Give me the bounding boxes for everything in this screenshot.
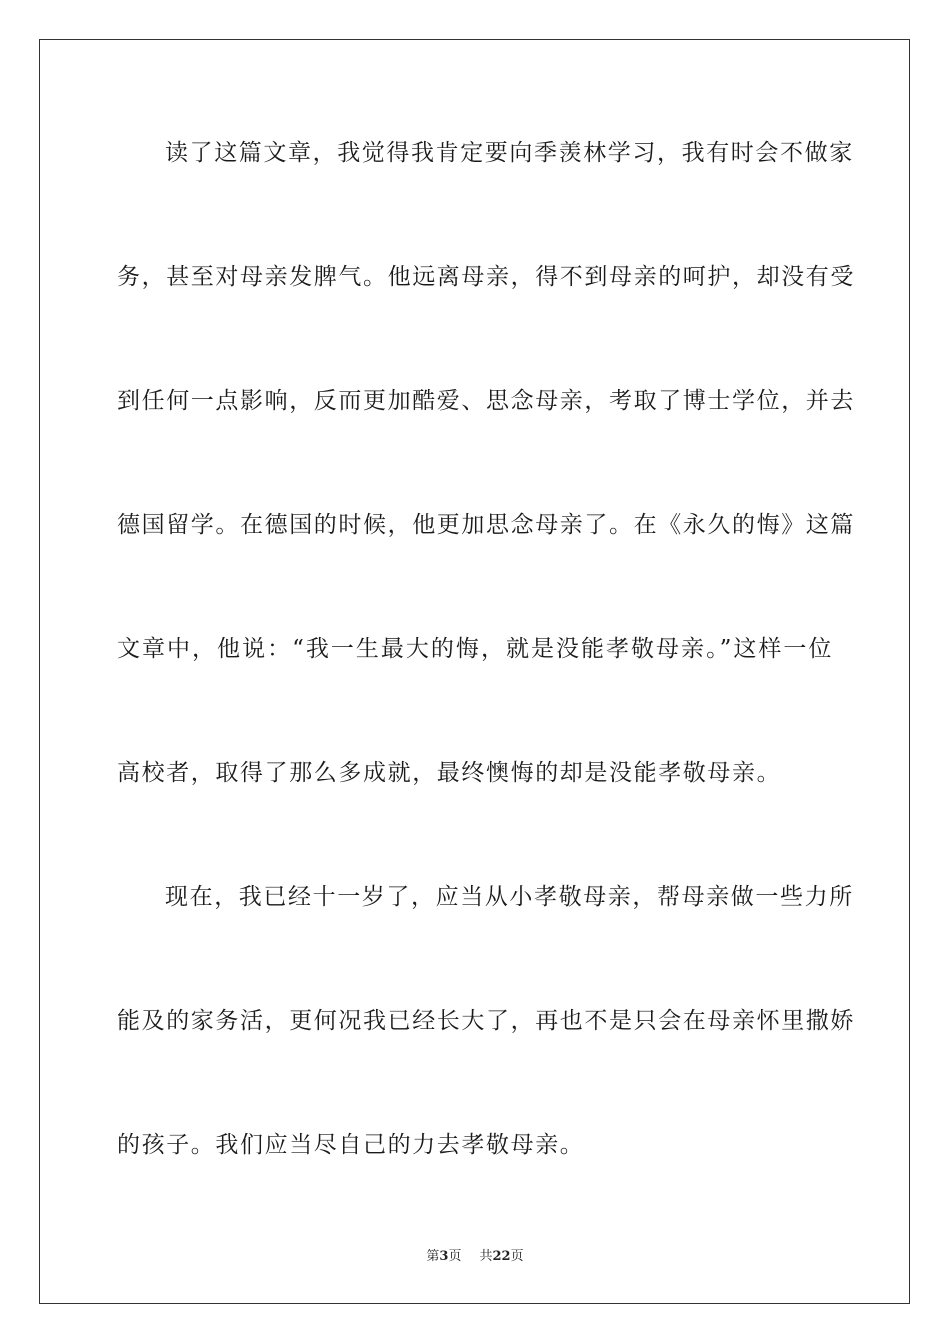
paragraph-2-line-3: 的孩子。我们应当尽自己的力去孝敬母亲。: [117, 1132, 585, 1158]
paragraph-2-line-2: 能及的家务活，更何况我已经长大了，再也不是只会在母亲怀里撒娇: [117, 1008, 855, 1034]
paragraph-1-line-5: 文章中，他说：“我一生最大的悔，就是没能孝敬母亲。”这样一位: [117, 636, 833, 662]
page-suffix: 页: [448, 1249, 462, 1264]
paragraph-1-line-6: 高校者，取得了那么多成就，最终懊悔的却是没能孝敬母亲。: [117, 760, 782, 786]
total-prefix: 共: [479, 1249, 493, 1264]
total-pages: 22: [492, 1249, 511, 1264]
paragraph-2-line-1: 现在，我已经十一岁了，应当从小孝敬母亲，帮母亲做一些力所: [165, 884, 854, 910]
paragraph-1-line-1: 读了这篇文章，我觉得我肯定要向季羡林学习，我有时会不做家: [165, 140, 854, 166]
paragraph-1-line-2: 务，甚至对母亲发脾气。他远离母亲，得不到母亲的呵护，却没有受: [117, 264, 855, 290]
total-suffix: 页: [510, 1249, 524, 1264]
page-prefix: 第: [426, 1249, 440, 1264]
page-footer: [0, 1248, 950, 1266]
page-border: [39, 39, 910, 1304]
page-number: 3: [439, 1249, 449, 1264]
paragraph-1-line-3: 到任何一点影响，反而更加酷爱、思念母亲，考取了博士学位，并去: [117, 388, 855, 414]
paragraph-1-line-4: 德国留学。在德国的时候，他更加思念母亲了。在《永久的悔》这篇: [117, 512, 855, 538]
